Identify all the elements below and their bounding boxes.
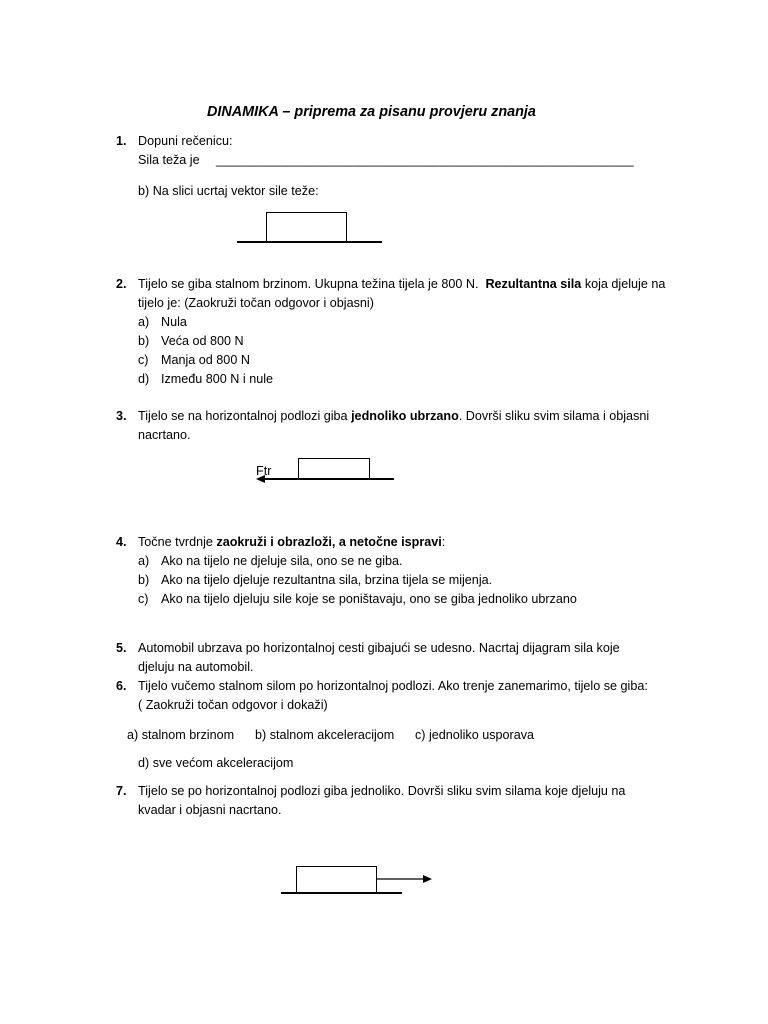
q4-option-b-letter: b) xyxy=(138,573,150,587)
q1-number: 1. xyxy=(116,134,127,148)
q1-line1: Dopuni rečenicu: xyxy=(138,134,233,148)
q3-line1-text-b: . Dovrši sliku svim silama i objasni xyxy=(458,409,650,423)
q6-option-c: c) jednoliko usporava xyxy=(415,728,535,742)
q2-option-b-text: Veća od 800 N xyxy=(161,334,244,348)
q2-option-b-letter: b) xyxy=(138,334,150,348)
q4-number: 4. xyxy=(116,535,127,549)
q2-option-a-letter: a) xyxy=(138,315,150,329)
q2-option-c-text: Manja od 800 N xyxy=(161,353,250,367)
q6-line1: Tijelo vučemo stalnom silom po horizontalnoj podlozi. Ako trenje zanemarimo, tijelo se giba: xyxy=(138,679,648,693)
q3-line2: nacrtano. xyxy=(138,428,191,442)
q5-line1: Automobil ubrzava po horizontalnoj cesti gibajući se udesno. Nacrtaj dijagram sila koje xyxy=(138,641,620,655)
q2-option-c-letter: c) xyxy=(138,353,149,367)
q1-line2-prefix: Sila teža je xyxy=(138,153,200,167)
q4-line1-text-a: Točne tvrdnje xyxy=(138,535,213,549)
q1-part-b: b) Na slici ucrtaj vektor sile teže: xyxy=(138,184,319,198)
q3-friction-label: Ftr xyxy=(256,464,272,478)
q4-option-c-letter: c) xyxy=(138,592,149,606)
q4-line1-text-b: : xyxy=(441,535,446,549)
q5-line2: djeluju na automobil. xyxy=(138,660,254,674)
q2-line1-text-b: koja djeluje na xyxy=(584,277,666,291)
q6-option-a: a) stalnom brzinom xyxy=(127,728,235,742)
q4-option-c-text: Ako na tijelo djeluju sile koje se poništavaju, ono se giba jednoliko ubrzano xyxy=(161,592,577,606)
q4-line1-bold: zaokruži i obrazloži, a netočne ispravi xyxy=(216,535,442,549)
q3-line1-text-a: Tijelo se na horizontalnoj podlozi giba xyxy=(138,409,348,423)
q2-number: 2. xyxy=(116,277,127,291)
q2-option-a-text: Nula xyxy=(161,315,187,329)
q4-option-a-letter: a) xyxy=(138,554,150,568)
q2-line1-bold: Rezultantna sila xyxy=(485,277,582,291)
page-title: DINAMIKA – priprema za pisanu provjeru znanja xyxy=(207,104,536,120)
q2-line1-text-a: Tijelo se giba stalnom brzinom. Ukupna težina tijela je 800 N. xyxy=(138,277,479,291)
q2-option-d-text: Između 800 N i nule xyxy=(161,372,274,386)
q7-line1: Tijelo se po horizontalnoj podlozi giba jednoliko. Dovrši sliku svim silama koje djeluju na xyxy=(138,784,626,798)
q7-number: 7. xyxy=(116,784,127,798)
q5-number: 5. xyxy=(116,641,127,655)
q6-number: 6. xyxy=(116,679,127,693)
q1-answer-blank: __________________________________________________________ xyxy=(216,153,634,167)
q4-option-b-text: Ako na tijelo djeluje rezultantna sila, brzina tijela se mijenja. xyxy=(161,573,493,587)
q7-line2: kvadar i objasni nacrtano. xyxy=(138,803,282,817)
q2-option-d-letter: d) xyxy=(138,372,150,386)
q6-option-d: d) sve većom akceleracijom xyxy=(138,756,294,770)
q4-option-a-text: Ako na tijelo ne djeluje sila, ono se ne giba. xyxy=(161,554,403,568)
q2-line2: tijelo je: (Zaokruži točan odgovor i objasni) xyxy=(138,296,374,310)
q3-number: 3. xyxy=(116,409,127,423)
q6-line2: ( Zaokruži točan odgovor i dokaži) xyxy=(138,698,328,712)
q3-line1-bold: jednoliko ubrzano xyxy=(351,409,459,423)
q6-option-b: b) stalnom akceleracijom xyxy=(255,728,395,742)
